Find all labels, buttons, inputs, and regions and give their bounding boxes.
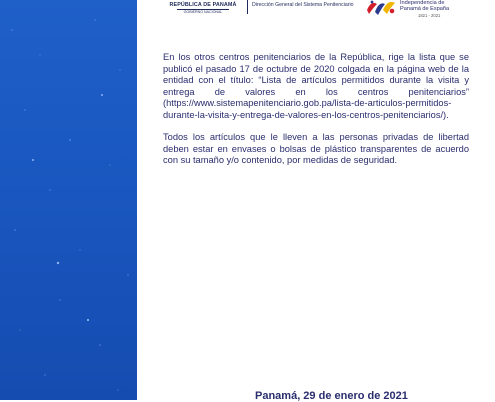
place-and-date: Panamá, 29 de enero de 2021	[255, 390, 408, 402]
paragraph-packaging-rule: Todos los artículos que le lleven a las personas privadas de libertad deben estar en envases o bolsas de plástico transparentes de acuerdo con su tamaño y/o contenido, por medidas de seguridad.	[163, 132, 469, 165]
logo-line-1: Independencia de	[400, 0, 445, 6]
header-divider	[247, 0, 248, 14]
letterhead	[137, 0, 495, 20]
directorate-name: Dirección General del Sistema Penitenciario	[252, 2, 354, 8]
logo-line-2: Panamá de España	[400, 6, 450, 12]
government-title: REPÚBLICA DE PANAMÁ	[169, 2, 237, 8]
bicentennial-logo	[365, 0, 495, 20]
sparkle-texture	[0, 0, 137, 400]
paragraph-list-reference: En los otros centros penitenciarios de la República, rige la lista que se publicó el pasado 17 de octubre de 2020 colgada en la página web de la entidad con el título: “Lista de artículos permitidos durante la visita y entrega de valores en los centros penitenciarios” (https://www.sistemapenitenciario.gob.pa/lista-de-articulos-permitidos-durante-la-visita-y-entrega-de-valores-en-los-centros-penitenciarios/).	[163, 52, 469, 120]
bicentennial-emblem-icon	[365, 0, 399, 16]
government-logo	[163, 0, 243, 20]
government-subtitle: GOBIERNO NACIONAL	[177, 9, 229, 15]
document-body	[163, 52, 469, 167]
decorative-sidebar	[0, 0, 137, 400]
logo-years: 1821 - 2021	[418, 13, 441, 18]
